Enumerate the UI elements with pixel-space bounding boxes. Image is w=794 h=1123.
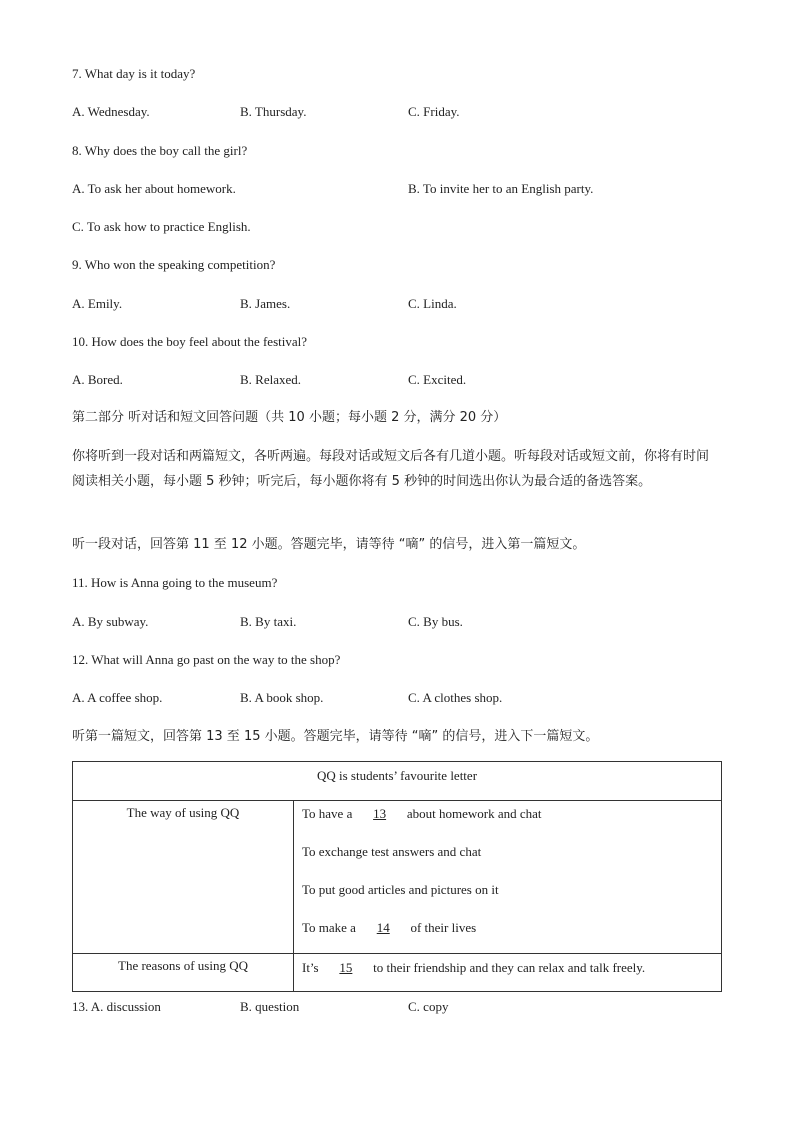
- q9-option-a: A. Emily.: [72, 296, 123, 311]
- question-9: 9. Who won the speaking competition?: [72, 257, 276, 272]
- row-label-way: The way of using QQ: [73, 801, 294, 954]
- q10-option-c: C. Excited.: [408, 372, 467, 387]
- q8-option-b: B. To invite her to an English party.: [408, 181, 594, 196]
- q12-option-c: C. A clothes shop.: [408, 690, 503, 705]
- way-line-1: To have a 13 about homework and chat: [302, 806, 542, 821]
- q7-option-b: B. Thursday.: [240, 104, 307, 119]
- question-7: 7. What day is it today?: [72, 66, 196, 81]
- q12-option-b: B. A book shop.: [240, 690, 324, 705]
- q13-option-b: B. question: [240, 999, 300, 1014]
- qq-table: [72, 761, 722, 992]
- table-title: QQ is students’ favourite letter: [73, 762, 722, 801]
- q12-option-a: A. A coffee shop.: [72, 690, 163, 705]
- section-instructions: 你将听到一段对话和两篇短文，各听两遍。每段对话或短文后各有几道小题。听每段对话或短文前，你将有时间阅读相关小题，每小题 5 秒钟；听完后，每小题你将有 5 秒钟的时间选出你认为最合适的备选答案。: [72, 449, 710, 489]
- question-12: 12. What will Anna go past on the way to the shop?: [72, 652, 341, 667]
- row-label-reasons: The reasons of using QQ: [73, 954, 294, 992]
- section-heading: 第二部分 听对话和短文回答问题（共 10 小题；每小题 2 分，满分 20 分）: [72, 410, 507, 425]
- blank-15: 15: [339, 960, 353, 975]
- blank-14: 14: [376, 920, 390, 935]
- q8-option-c: C. To ask how to practice English.: [72, 219, 251, 234]
- q8-option-a: A. To ask her about homework.: [72, 181, 236, 196]
- q11-option-a: A. By subway.: [72, 614, 149, 629]
- q13-option-a: 13. A. discussion: [72, 999, 161, 1014]
- question-11: 11. How is Anna going to the museum?: [72, 575, 278, 590]
- q13-option-c: C. copy: [408, 999, 449, 1014]
- q11-option-b: B. By taxi.: [240, 614, 297, 629]
- blank-13: 13: [373, 806, 387, 821]
- q10-option-b: B. Relaxed.: [240, 372, 302, 387]
- dialogue-instruction: 听一段对话，回答第 11 至 12 小题。答题完毕，请等待 “嘀” 的信号，进入第一篇短文。: [72, 537, 586, 552]
- row-content-way: [294, 801, 722, 954]
- passage-instruction: 听第一篇短文，回答第 13 至 15 小题。答题完毕，请等待 “嘀” 的信号，进入下一篇短文。: [72, 729, 599, 744]
- q11-option-c: C. By bus.: [408, 614, 463, 629]
- question-10: 10. How does the boy feel about the festival?: [72, 334, 308, 349]
- q9-option-c: C. Linda.: [408, 296, 457, 311]
- q9-option-b: B. James.: [240, 296, 291, 311]
- q7-option-c: C. Friday.: [408, 104, 460, 119]
- q10-option-a: A. Bored.: [72, 372, 123, 387]
- reasons-line: It’s 15 to their friendship and they can relax and talk freely.: [302, 960, 646, 975]
- way-line-3: To put good articles and pictures on it: [302, 882, 499, 897]
- question-8: 8. Why does the boy call the girl?: [72, 143, 248, 158]
- way-line-4: To make a 14 of their lives: [302, 920, 477, 935]
- way-line-2: To exchange test answers and chat: [302, 844, 482, 859]
- q7-option-a: A. Wednesday.: [72, 104, 150, 119]
- row-content-reasons: [294, 954, 722, 992]
